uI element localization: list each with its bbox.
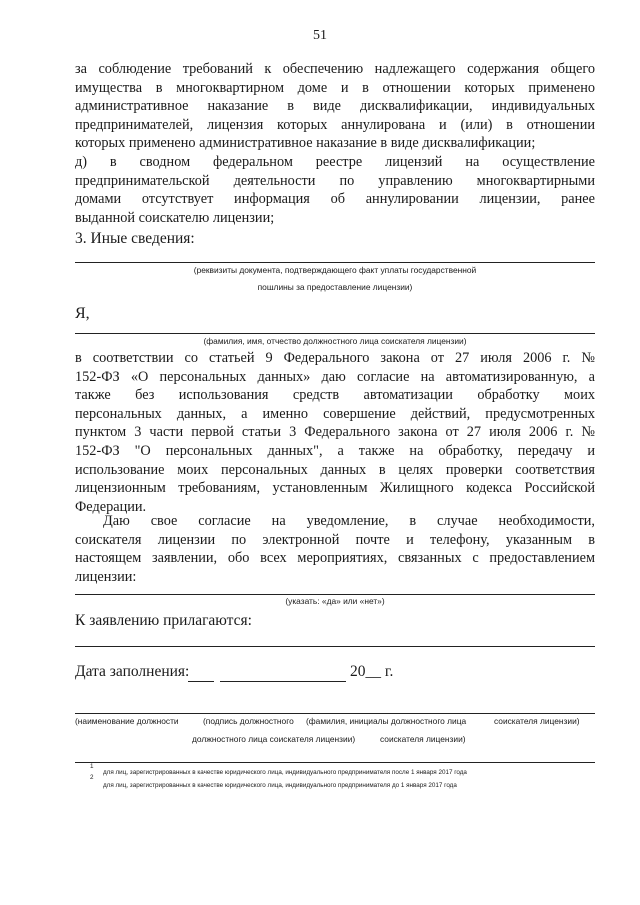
text-line: предпринимателей, лицензия которых аннулирована и (или) в отношении <box>75 116 595 133</box>
text-line: пунктом 3 части первой статьи 3 Федерального закона от 27 июля 2006 г. № <box>75 424 595 441</box>
text-line: использование моих персональных данных в целях проверки соответствия <box>75 461 595 478</box>
paragraph-requirements <box>75 60 595 227</box>
text-line: 152-ФЗ «О персональных данных» даю согласие на автоматизированную, а <box>75 368 595 385</box>
caption-position: (наименование должности <box>75 716 179 726</box>
footnote-2: для лиц, зарегистрированных в качестве юридического лица, индивидуального предпринимателя до 1 января 2017 года <box>103 782 457 789</box>
text-line: предпринимательской деятельности по управлению многоквартирными <box>75 172 595 189</box>
date-year: 20__ г. <box>350 663 394 680</box>
text-line: 152-ФЗ "О персональных данных", а также на обработку, передачу и <box>75 442 595 459</box>
caption-payment-1: (реквизиты документа, подтверждающего факт уплаты государственной <box>193 265 477 275</box>
paragraph-notification-consent <box>75 512 595 586</box>
yes-no-line[interactable] <box>75 594 595 595</box>
paragraph-personal-data <box>75 349 595 516</box>
caption-name: (фамилия, имя, отчество должностного лица соискателя лицензии) <box>203 336 467 346</box>
caption-payment-2: пошлины за предоставление лицензии) <box>257 282 413 292</box>
text-line: Федерации. <box>75 498 147 515</box>
text-line: персональных данных, а именно совершение действий, предусмотренных <box>75 405 595 422</box>
footnote-1: для лиц, зарегистрированных в качестве юридического лица, индивидуального предпринимателя после 1 января 2017 года <box>103 769 467 776</box>
caption-fio: (фамилия, инициалы должностного лица <box>306 716 467 726</box>
text-line: административное наказание в виде дисквалификации, индивидуальных <box>75 98 595 115</box>
caption-yes-no: (указать: «да» или «нет») <box>285 596 385 606</box>
text-line: за соблюдение требований к обеспечению надлежащего содержания общего <box>75 61 595 77</box>
footnote-separator <box>75 762 595 763</box>
ya-label: Я, <box>75 305 90 322</box>
caption-signature: (подпись должностного <box>203 716 294 726</box>
text-line: д) в сводном федеральном реестре лицензий на осуществление <box>75 153 595 170</box>
date-month-line[interactable] <box>220 681 346 682</box>
caption-official: должностного лица соискателя лицензии) <box>192 734 356 744</box>
text-line: также без использования средств автоматизации обработку моих <box>75 387 595 404</box>
caption-applicant-2: соискателя лицензии) <box>380 734 466 744</box>
text-line: лицензии: <box>75 568 137 585</box>
text-line: соискателя лицензии по электронной почте и телефону, указанным в <box>75 531 595 548</box>
text-line: которых применено административное наказание в виде дисквалификации; <box>75 135 536 152</box>
footnote-mark-1: 1 <box>90 763 94 770</box>
section-3-heading: 3. Иные сведения: <box>75 230 195 247</box>
text-line: домами отсутствует информация об аннулировании лицензии, ранее <box>75 191 595 208</box>
date-day-line[interactable] <box>188 681 214 682</box>
caption-applicant-1: соискателя лицензии) <box>494 716 580 726</box>
attachments-label: К заявлению прилагаются: <box>75 612 252 629</box>
text-line: Даю свое согласие на уведомление, в случае необходимости, <box>103 513 595 529</box>
applicant-name-line[interactable] <box>75 333 595 334</box>
payment-details-line[interactable] <box>75 262 595 263</box>
text-line: лицензионным требованиям, установленным Жилищного кодекса Российской <box>75 480 595 497</box>
signature-line[interactable] <box>75 713 595 714</box>
text-line: в соответствии со статьей 9 Федерального закона от 27 июля 2006 г. № <box>75 350 595 366</box>
text-line: настоящем заявлении, обо всех мероприятиях, связанных с предоставлением <box>75 550 595 567</box>
attachments-line[interactable] <box>75 646 595 647</box>
date-label: Дата заполнения: <box>75 663 190 680</box>
footnote-mark-2: 2 <box>90 774 94 781</box>
page-number: 51 <box>313 28 327 43</box>
text-line: выданной соискателю лицензии; <box>75 209 275 226</box>
text-line: имущества в многоквартирном доме и в отношении которых применено <box>75 79 595 96</box>
